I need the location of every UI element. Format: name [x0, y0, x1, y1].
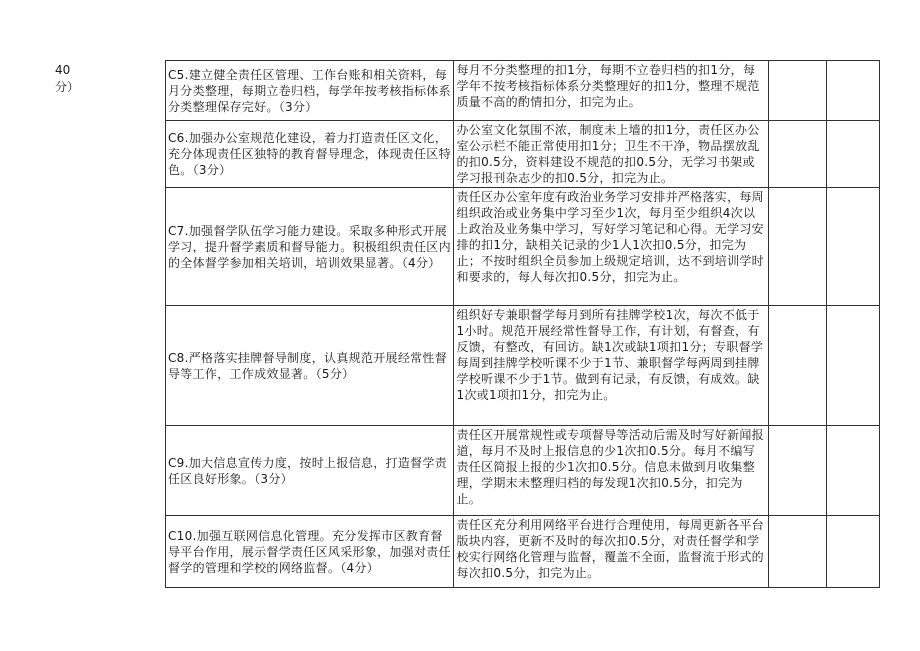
item-cell: C8.严格落实挂牌督导制度，认真规范开展经常性督导等工作，工作成效显著。（5分） — [166, 306, 454, 426]
table-row — [166, 306, 880, 426]
rule-cell: 责任区开展常规性或专项督导等活动后需及时写好新闻报道，每月不及时上报信息的少1次扣0.5分。每月不编写责任区简报上报的少1次扣0.5分。信息未做到月收集整理，学期末未整理归档的每发现1次扣0.5分，扣完为止。 — [454, 426, 768, 516]
note-cell — [827, 61, 880, 121]
item-cell: C6.加强办公室规范化建设，着力打造责任区文化，充分体现责任区独特的教育督导理念，体现责任区特色。（3分） — [166, 121, 454, 188]
table-row — [166, 188, 880, 306]
score-cell — [768, 516, 827, 588]
side-note-line-1: 40 — [55, 63, 71, 77]
scoring-table — [165, 60, 880, 588]
score-cell — [768, 61, 827, 121]
item-cell: C10.加强互联网信息化管理。充分发挥市区教育督导平台作用，展示督学责任区风采形象，加强对责任督学的管理和学校的网络监督。（4分） — [166, 516, 454, 588]
side-note-line-2: 分） — [55, 80, 80, 94]
note-cell — [827, 306, 880, 426]
item-cell: C5.建立健全责任区管理、工作台账和相关资料，每月分类整理，每期立卷归档，每学年按考核指标体系分类整理保存完好。（3分） — [166, 61, 454, 121]
note-cell — [827, 188, 880, 306]
table-row — [166, 121, 880, 188]
table-row — [166, 61, 880, 121]
side-note — [55, 62, 100, 96]
rule-cell: 责任区充分利用网络平台进行合理使用，每周更新各平台版块内容，更新不及时的每次扣0.5分，对责任督学和学校实行网络化管理与监督，覆盖不全面，监督流于形式的每次扣0.5分，扣完为止。 — [454, 516, 768, 588]
score-cell — [768, 306, 827, 426]
rule-cell: 组织好专兼职督学每月到所有挂牌学校1次，每次不低于1小时。规范开展经常性督导工作，有计划，有督查，有反馈，有整改，有回访。缺1次或缺1项扣1分；专职督学每周到挂牌学校听课不少于1节、兼职督学每两周到挂牌学校听课不少于1节。做到有记录，有反馈，有成效。缺1次或1项扣1分，扣完为止。 — [454, 306, 768, 426]
table-row — [166, 516, 880, 588]
score-cell — [768, 188, 827, 306]
rule-cell: 办公室文化氛围不浓，制度未上墙的扣1分，责任区办公室公示栏不能正常使用扣1分；卫生不干净，物品摆放乱的扣0.5分，资料建设不规范的扣0.5分，无学习书架或学习报刊杂志少的扣0.5分，扣完为止。 — [454, 121, 768, 188]
score-cell — [768, 426, 827, 516]
score-cell — [768, 121, 827, 188]
rule-cell: 责任区办公室年度有政治业务学习安排并严格落实，每周组织政治或业务集中学习至少1次，每月至少组织4次以上政治及业务集中学习，写好学习笔记和心得。无学习安排的扣1分，缺相关记录的少1人1次扣0.5分，扣完为止；不按时组织全员参加上级规定培训，达不到培训学时和要求的，每人每次扣0.5分，扣完为止。 — [454, 188, 768, 306]
note-cell — [827, 426, 880, 516]
note-cell — [827, 516, 880, 588]
item-cell: C7.加强督学队伍学习能力建设。采取多种形式开展学习，提升督学素质和督导能力。积极组织责任区内的全体督学参加相关培训，培训效果显著。（4分） — [166, 188, 454, 306]
note-cell — [827, 121, 880, 188]
table-row — [166, 426, 880, 516]
item-cell: C9.加大信息宣传力度，按时上报信息，打造督学责任区良好形象。（3分） — [166, 426, 454, 516]
rule-cell: 每月不分类整理的扣1分，每期不立卷归档的扣1分，每学年不按考核指标体系分类整理好的扣1分，整理不规范质量不高的酌情扣分，扣完为止。 — [454, 61, 768, 121]
